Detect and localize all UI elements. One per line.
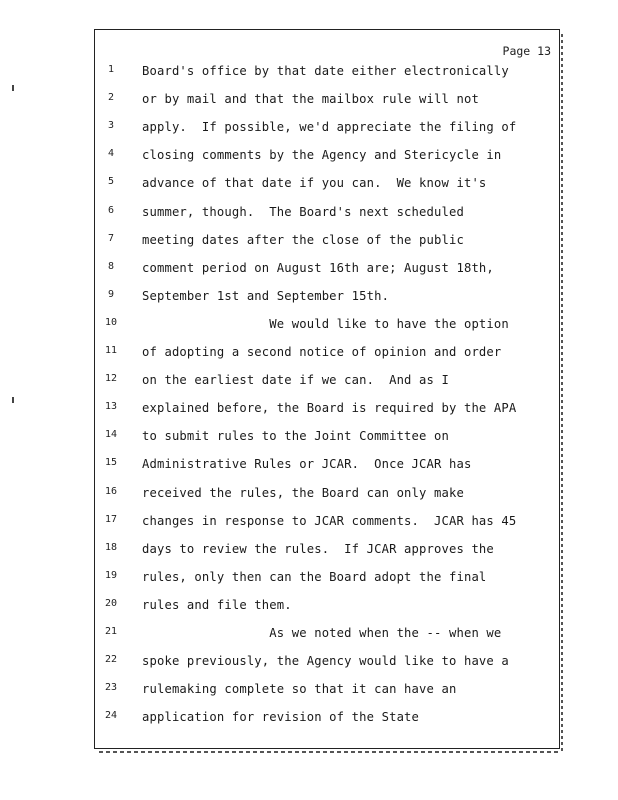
- line-number: 13: [104, 401, 118, 413]
- line-number: 10: [104, 316, 118, 328]
- line-text: received the rules, the Board can only make: [142, 485, 464, 500]
- line-number: 18: [104, 541, 118, 553]
- transcript-line: [0, 514, 618, 534]
- transcript-line: [0, 710, 618, 730]
- line-text: meeting dates after the close of the public: [142, 232, 464, 247]
- line-number: 3: [107, 120, 115, 132]
- line-text: application for revision of the State: [142, 710, 420, 725]
- transcript-line: [0, 289, 618, 309]
- transcript-line: [0, 429, 618, 449]
- line-number: 4: [107, 148, 115, 160]
- line-text: We would like to have the option: [142, 316, 509, 331]
- line-text: closing comments by the Agency and Stericycle in: [142, 148, 502, 163]
- line-text: to submit rules to the Joint Committee on: [142, 429, 449, 444]
- line-number: 15: [104, 457, 118, 469]
- transcript-line: [0, 570, 618, 590]
- line-number: 20: [104, 597, 118, 609]
- line-text: advance of that date if you can. We know it's: [142, 176, 487, 191]
- line-text: September 1st and September 15th.: [142, 288, 390, 303]
- line-text: rules, only then can the Board adopt the final: [142, 569, 487, 584]
- transcript-line: [0, 148, 618, 168]
- line-text: apply. If possible, we'd appreciate the filing of: [142, 120, 517, 135]
- transcript-line: [0, 682, 618, 702]
- line-text: on the earliest date if we can. And as I: [142, 373, 449, 388]
- page-number: Page 13: [502, 44, 551, 58]
- line-text: Board's office by that date either electronically: [142, 64, 509, 78]
- transcript-line: [0, 345, 618, 365]
- line-text: rulemaking complete so that it can have an: [142, 682, 457, 697]
- transcript-line: [0, 233, 618, 253]
- line-number: 19: [104, 569, 118, 581]
- transcript-line: [0, 626, 618, 646]
- line-text: explained before, the Board is required by the APA: [142, 401, 517, 416]
- transcript-line: [0, 92, 618, 112]
- margin-tick-top: [12, 85, 14, 91]
- line-text: comment period on August 16th are; August 18th,: [142, 260, 494, 275]
- transcript-line: [0, 64, 618, 84]
- transcript-line: [0, 205, 618, 225]
- transcript-line: [0, 542, 618, 562]
- line-text: As we noted when the -- when we: [142, 626, 502, 640]
- line-text: or by mail and that the mailbox rule will not: [142, 92, 479, 107]
- transcript-line: [0, 373, 618, 393]
- line-number: 8: [107, 260, 115, 272]
- transcript-line: [0, 317, 618, 337]
- line-text: days to review the rules. If JCAR approves the: [142, 541, 494, 556]
- transcript-line: [0, 654, 618, 674]
- line-number: 5: [107, 176, 115, 188]
- line-text: of adopting a second notice of opinion and order: [142, 345, 502, 359]
- transcript-line: [0, 176, 618, 196]
- transcript-line: [0, 457, 618, 477]
- line-number: 11: [104, 345, 118, 356]
- transcript-line: [0, 486, 618, 506]
- line-number: 23: [104, 682, 118, 694]
- line-text: spoke previously, the Agency would like to have a: [142, 654, 509, 669]
- line-number: 21: [104, 626, 118, 637]
- line-number: 17: [104, 513, 118, 525]
- line-number: 1: [107, 64, 115, 75]
- line-number: 12: [104, 373, 118, 385]
- line-number: 7: [107, 232, 115, 244]
- line-text: changes in response to JCAR comments. JCAR has 45: [142, 513, 517, 528]
- line-number: 16: [104, 485, 118, 497]
- line-number: 14: [104, 429, 118, 441]
- line-number: 22: [104, 654, 118, 666]
- transcript-line: [0, 120, 618, 140]
- transcript-line: [0, 261, 618, 281]
- line-number: 2: [107, 92, 115, 104]
- transcript-line: [0, 401, 618, 421]
- line-text: rules and file them.: [142, 597, 292, 612]
- transcript-line: [0, 598, 618, 618]
- line-text: Administrative Rules or JCAR. Once JCAR has: [142, 457, 472, 472]
- line-number: 6: [107, 204, 115, 216]
- line-text: summer, though. The Board's next scheduled: [142, 204, 464, 219]
- line-number: 24: [104, 710, 118, 722]
- line-number: 9: [107, 288, 115, 300]
